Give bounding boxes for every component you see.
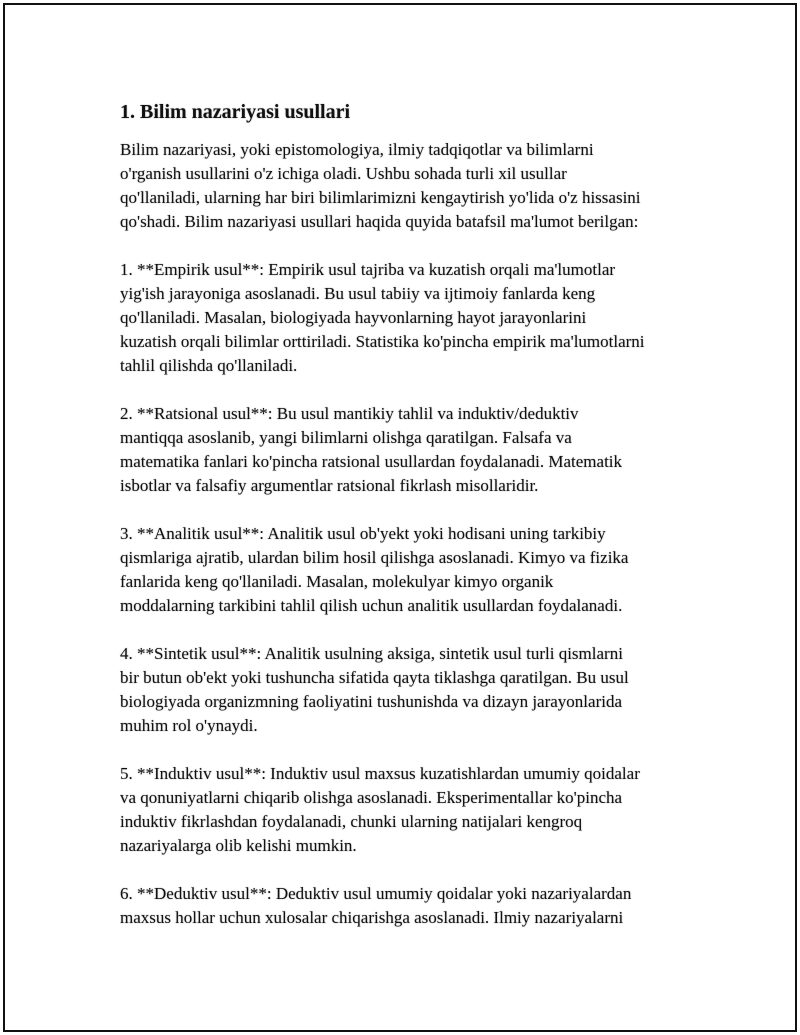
text-line: qismlariga ajratib, ulardan bilim hosil qilishga asoslanadi. Kimyo va fizika xyxy=(120,548,629,567)
paragraph-induktiv xyxy=(120,762,720,858)
text-line: mantiqqa asoslanib, yangi bilimlarni olishga qaratilgan. Falsafa va xyxy=(120,428,572,447)
text-line: induktiv fikrlashdan foydalanadi, chunki ularning natijalari kengroq xyxy=(120,812,583,831)
paragraph-ratsional xyxy=(120,402,720,498)
page-frame xyxy=(3,3,797,1032)
text-line: muhim rol o'ynaydi. xyxy=(120,716,258,735)
text-line: 6. **Deduktiv usul**: Deduktiv usul umumiy qoidalar yoki nazariyalardan xyxy=(120,884,632,903)
paragraph-deduktiv xyxy=(120,882,720,930)
text-line: va qonuniyatlarni chiqarib olishga asoslanadi. Eksperimentallar ko'pincha xyxy=(120,788,623,807)
text-line: Bilim nazariyasi, yoki epistomologiya, ilmiy tadqiqotlar va bilimlarni xyxy=(120,140,594,159)
text-line: nazariyalarga olib kelishi mumkin. xyxy=(120,836,357,855)
text-line: 1. **Empirik usul**: Empirik usul tajriba va kuzatish orqali ma'lumotlar xyxy=(120,260,616,279)
text-line: biologiyada organizmning faoliyatini tushunishda va dizayn jarayonlarida xyxy=(120,692,622,711)
text-line: moddalarning tarkibini tahlil qilish uchun analitik usullardan foydalanadi. xyxy=(120,596,623,615)
text-line: tahlil qilishda qo'llaniladi. xyxy=(120,356,298,375)
text-line: isbotlar va falsafiy argumentlar ratsional fikrlash misollaridir. xyxy=(120,476,539,495)
paragraph-sintetik xyxy=(120,642,720,738)
paragraph-empirik xyxy=(120,258,720,378)
text-line: 5. **Induktiv usul**: Induktiv usul maxsus kuzatishlardan umumiy qoidalar xyxy=(120,764,640,783)
text-line: o'rganish usullarini o'z ichiga oladi. Ushbu sohada turli xil usullar xyxy=(120,164,567,183)
document-title: 1. Bilim nazariyasi usullari xyxy=(120,101,351,123)
paragraph-intro xyxy=(120,138,720,234)
text-line: matematika fanlari ko'pincha ratsional usullardan foydalanadi. Matematik xyxy=(120,452,623,471)
text-line: 4. **Sintetik usul**: Analitik usulning aksiga, sintetik usul turli qismlarni xyxy=(120,644,623,663)
document-body xyxy=(120,98,720,954)
text-line: kuzatish orqali bilimlar orttiriladi. Statistika ko'pincha empirik ma'lumotlarni xyxy=(120,332,645,351)
text-line: bir butun ob'ekt yoki tushuncha sifatida qayta tiklashga qaratilgan. Bu usul xyxy=(120,668,629,687)
text-line: qo'shadi. Bilim nazariyasi usullari haqida quyida batafsil ma'lumot berilgan: xyxy=(120,212,639,231)
text-line: maxsus hollar uchun xulosalar chiqarishga asoslanadi. Ilmiy nazariyalarni xyxy=(120,908,624,927)
text-line: qo'llaniladi, ularning har biri bilimlarimizni kengaytirish yo'lida o'z hissasini xyxy=(120,188,641,207)
text-line: 2. **Ratsional usul**: Bu usul mantikiy tahlil va induktiv/deduktiv xyxy=(120,404,579,423)
text-line: yig'ish jarayoniga asoslanadi. Bu usul tabiiy va ijtimoiy fanlarda keng xyxy=(120,284,596,303)
text-line: fanlarida keng qo'llaniladi. Masalan, molekulyar kimyo organik xyxy=(120,572,554,591)
paragraph-analitik xyxy=(120,522,720,618)
text-line: 3. **Analitik usul**: Analitik usul ob'yekt yoki hodisani uning tarkibiy xyxy=(120,524,606,543)
text-line: qo'llaniladi. Masalan, biologiyada hayvonlarning hayot jarayonlarini xyxy=(120,308,587,327)
